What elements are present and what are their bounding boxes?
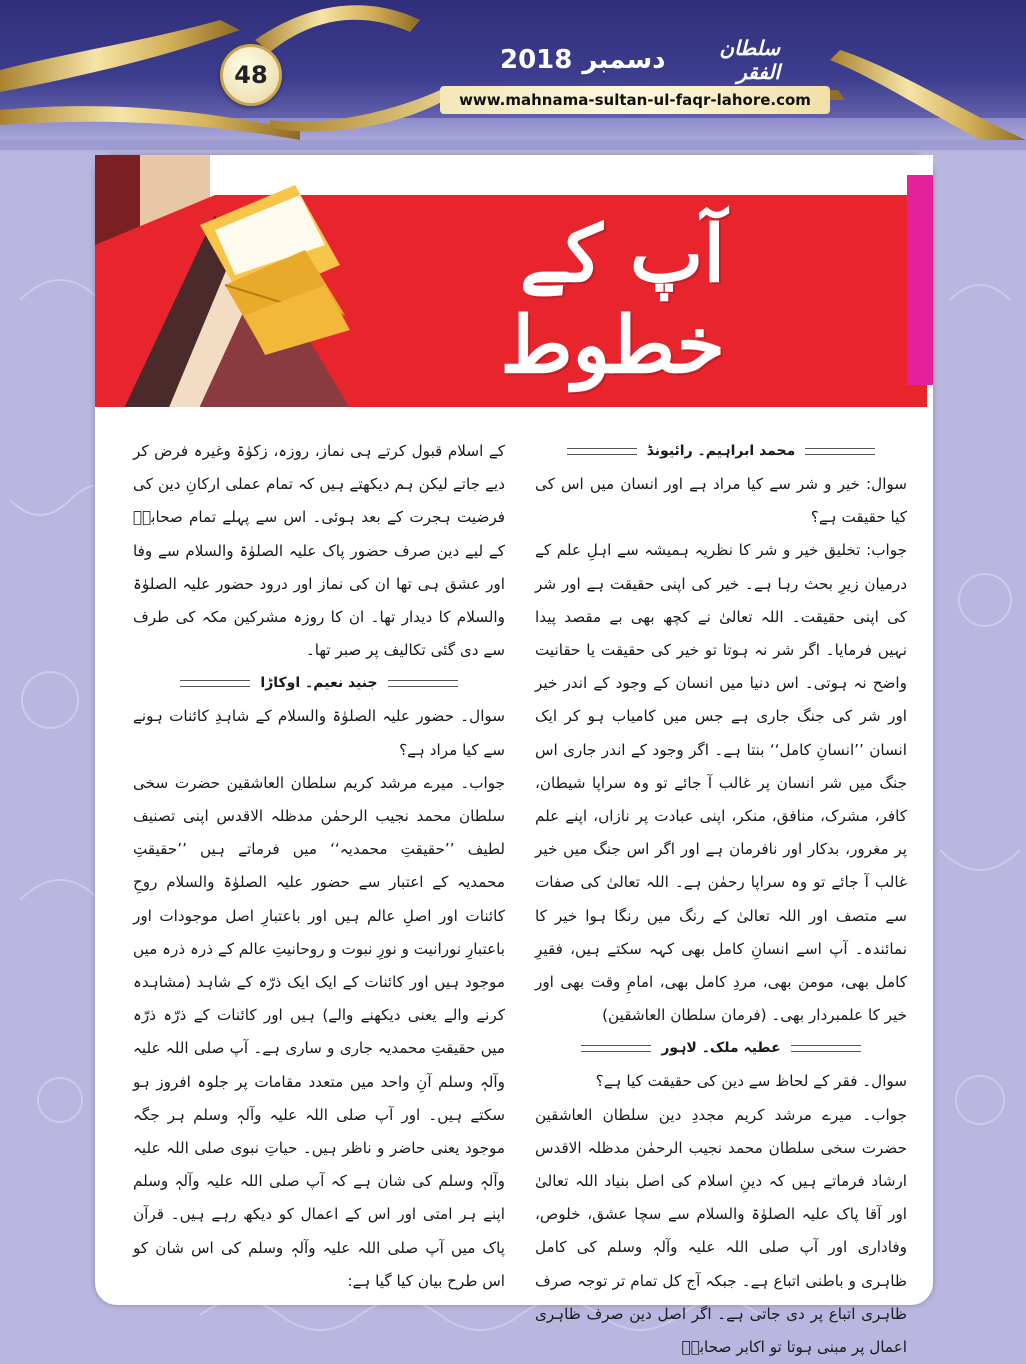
issue-year: 2018 xyxy=(500,45,573,75)
answer-continuation: کے اسلام قبول کرتے ہی نماز، روزہ، زکوٰۃ وغیرہ فرض کر دیے جاتے لیکن ہم دیکھتے ہیں کہ تمام عملی ارکانِ دین کی فرضیت ہجرت کے بعد ہوئی۔ اس سے پہلے تمام صحابہؓ کے لیے دین صرف حضور پاک علیہ الصلوٰۃ والسلام سے وفا اور عشق ہی تھا ان کی نماز اور درود حضور علیہ الصلوٰۃ والسلام کا دیدار تھا۔ ان کا روزہ مشرکین مکہ کی طرف سے دی گئی تکالیف پر صبر تھا۔ xyxy=(133,442,505,660)
question-text: سوال۔ فقر کے لحاظ سے دین کی حقیقت کیا ہے؟ xyxy=(595,1072,907,1091)
letter-signature: عطیہ ملک۔ لاہور xyxy=(535,1032,907,1065)
right-column xyxy=(535,435,907,1364)
answer-text: جواب۔ میرے مرشد کریم سلطان العاشقین حضرت سخی سلطان محمد نجیب الرحمٰن مدظلہ الاقدس اپنی تصنیف لطیف ’’حقیقتِ محمدیہ‘‘ میں فرماتے ہیں ’’حقیقتِ محمدیہ کے اعتبار سے حضور علیہ الصلوٰۃ والسلام روحِ کائنات اور اصلِ عالم ہیں اور باعتبارِ اصل موجودات اور باعتبارِ نورانیت و نورِ نبوت و روحانیتِ عالم کے ذرہ ذرہ میں موجود ہیں اور کائنات کے ایک ایک ذرّہ کے شاہد (مشاہدہ کرنے والے یعنی دیکھنے والے) ہیں اور کائنات کے ذرّہ ذرّہ میں حقیقتِ محمدیہ جاری و ساری ہے۔ آپ صلی اللہ علیہ وآلہٖ وسلم آنِ واحد میں متعدد مقامات پر جلوہ افروز ہو سکتے ہیں۔ اور آپ صلی اللہ علیہ وآلہٖ وسلم ہر جگہ موجود یعنی حاضر و ناظر ہیں۔ حیاتِ نبوی صلی اللہ علیہ وآلہٖ وسلم کی شان ہے کہ آپ صلی اللہ علیہ وآلہٖ وسلم اپنے ہر امتی اور اس کے اعمال کو دیکھ رہے ہیں۔ قرآن پاک میں آپ صلی اللہ علیہ وآلہٖ وسلم کی اس شان کو اس طرح بیان کیا گیا ہے: xyxy=(133,773,505,1290)
signature-rule xyxy=(388,680,458,687)
website-url: www.mahnama-sultan-ul-faqr-lahore.com xyxy=(440,86,830,114)
signature-rule xyxy=(180,680,250,687)
letter-signature: محمد ابراہیم۔ رائیونڈ xyxy=(535,435,907,468)
magazine-name: سلطان الفقر xyxy=(719,36,780,84)
question-text: سوال: خیر و شر سے کیا مراد ہے اور انسان میں اس کی کیا حقیقت ہے؟ xyxy=(535,475,907,527)
section-title: آپ کے خطوط xyxy=(500,209,725,391)
signature-rule xyxy=(791,1045,861,1052)
answer-text: جواب۔ میرے مرشد کریم مجددِ دین سلطان العاشقین حضرت سخی سلطان محمد نجیب الرحمٰن مدظلہ الاقدس ارشاد فرماتے ہیں کہ دینِ اسلام کی اصل بنیاد اللہ تعالیٰ اور آقا پاک علیہ الصلوٰۃ والسلام سے سچا عشق، خلوص، وفاداری اور آپ صلی اللہ علیہ وآلہٖ وسلم کی کامل ظاہری و باطنی اتباع ہے۔ جبکہ آج کل تمام تر توجہ صرف ظاہری اتباع پر دی جاتی ہے۔ اگر اصل دین صرف ظاہری اعمال پر مبنی ہوتا تو اکابر صحابہؓ xyxy=(535,1105,907,1357)
page-number-badge: 48 xyxy=(220,44,282,106)
issue-month: دسمبر xyxy=(582,45,666,75)
left-column xyxy=(133,435,505,1298)
question-text: سوال۔ حضور علیہ الصلوٰۃ والسلام کے شاہدِ کائنات ہونے سے کیا مراد ہے؟ xyxy=(133,707,505,759)
issue-line xyxy=(500,36,780,84)
signature-rule xyxy=(567,448,637,455)
signature-rule xyxy=(581,1045,651,1052)
answer-text: جواب: تخلیق خیر و شر کا نظریہ ہمیشہ سے اہلِ علم کے درمیان زیرِ بحث رہا ہے۔ خیر کی اپنی حقیقت ہے اور شر کی اپنی حقیقت۔ اللہ تعالیٰ نے کچھ بھی بے مقصد پیدا نہیں فرمایا۔ اگر شر نہ ہوتا تو خیر کی حقیقت یا حقانیت واضح نہ ہوتی۔ اس دنیا میں انسان کے وجود کے اندر خیر اور شر کی جنگ جاری ہے جس میں کامیاب ہو کر ایک انسان ’’انسانِ کامل‘‘ بنتا ہے۔ اگر وجود کے اندر جاری اس جنگ میں شر انسان پر غالب آ جائے تو وہ سراپا شیطان، کافر، مشرک، منافق، منکر، اپنی عبادت پر نازاں، اپنے علم پر مغرور، بدکار اور نافرمان ہے اور اگر اس جنگ میں خیر غالب آ جائے تو وہ سراپا رحمٰن ہے۔ اللہ تعالیٰ کی صفات سے متصف اور اللہ تعالیٰ کے رنگ میں رنگا ہوا خیر کا نمائندہ۔ آپ اسے انسانِ کامل بھی کہہ سکتے ہیں، فقیرِ کامل بھی، مومن بھی، مردِ کامل بھی، امامِ وقت بھی اور خیر کا علمبردار بھی۔ (فرمان سلطان العاشقین) xyxy=(535,541,907,1025)
signature-rule xyxy=(805,448,875,455)
letter-signature: جنید نعیم۔ اوکاڑا xyxy=(133,667,505,700)
content-card xyxy=(95,155,933,1357)
